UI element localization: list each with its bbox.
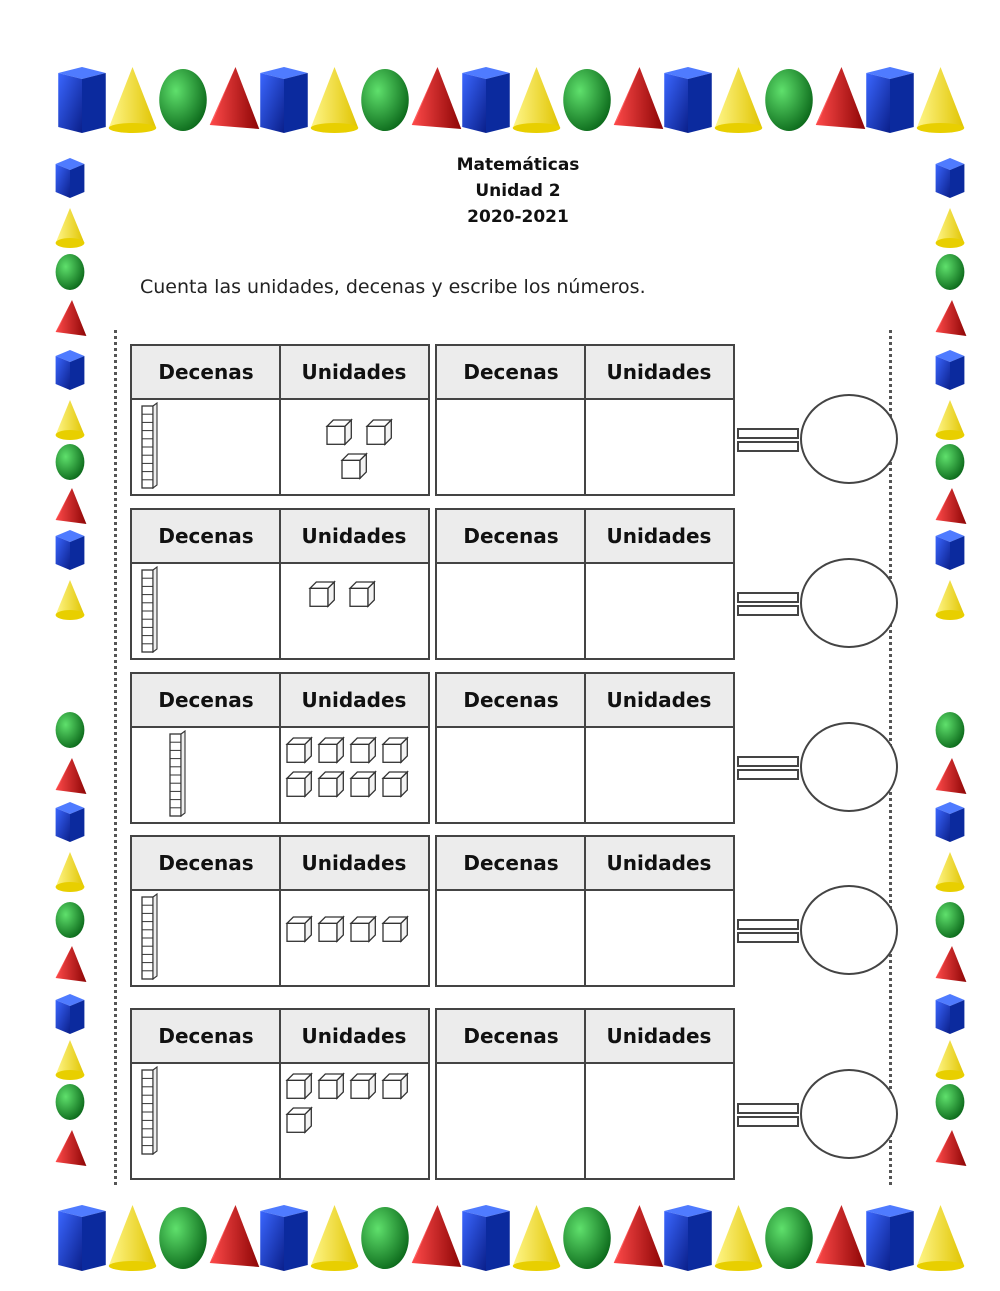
answer-place-value-table [435, 835, 735, 987]
tens-answer-field[interactable] [437, 400, 584, 494]
number-answer-circle[interactable] [800, 885, 898, 975]
green-sphere-icon [159, 69, 207, 131]
equals-sign [737, 428, 801, 454]
blue-prism-icon [56, 158, 85, 198]
units-header: Unidades [280, 1010, 428, 1064]
given-place-value-table [130, 835, 430, 987]
tens-rod-icon [170, 731, 185, 816]
units-header: Unidades [280, 674, 428, 728]
units-header: Unidades [280, 510, 428, 564]
blue-prism-icon [936, 158, 965, 198]
unit-cube-icon [351, 772, 375, 796]
unit-cube-icon [350, 582, 374, 606]
green-sphere-icon [563, 1207, 611, 1269]
green-sphere-icon [765, 1207, 813, 1269]
blue-prism-icon [260, 1205, 308, 1271]
tens-rod-icon [142, 567, 157, 652]
units-answer-field[interactable] [586, 564, 733, 658]
yellow-cone-icon [109, 67, 157, 133]
yellow-cone-icon [917, 67, 965, 133]
unit-cube-icon [351, 917, 375, 941]
answer-place-value-table [435, 1008, 735, 1180]
red-pyramid-icon [210, 1205, 260, 1267]
tens-header: Decenas [437, 674, 585, 728]
unit-cube-icon [351, 1074, 375, 1098]
equals-sign [737, 919, 801, 945]
unit-cube-icon [383, 738, 407, 762]
blue-prism-icon [260, 67, 308, 133]
units-answer-field[interactable] [586, 1064, 733, 1178]
blue-prism-icon [866, 67, 914, 133]
base-ten-blocks [132, 891, 428, 985]
green-sphere-icon [765, 69, 813, 131]
units-answer-field[interactable] [586, 400, 733, 494]
instruction-text: Cuenta las unidades, decenas y escribe los números. [140, 276, 646, 298]
number-answer-circle[interactable] [800, 394, 898, 484]
exercise-row [0, 508, 1000, 660]
green-sphere-icon [563, 69, 611, 131]
unit-cube-icon [287, 738, 311, 762]
green-sphere-icon [936, 254, 965, 290]
equals-sign [737, 1103, 801, 1129]
given-place-value-table [130, 1008, 430, 1180]
unit-title: Unidad 2 [475, 181, 561, 201]
yellow-cone-icon [513, 67, 561, 133]
unit-cube-icon [383, 917, 407, 941]
blue-prism-icon [58, 1205, 106, 1271]
units-header: Unidades [585, 674, 733, 728]
yellow-cone-icon [513, 1205, 561, 1271]
yellow-cone-icon [109, 1205, 157, 1271]
tens-header: Decenas [437, 510, 585, 564]
tens-header: Decenas [132, 837, 280, 891]
tens-header: Decenas [437, 837, 585, 891]
green-sphere-icon [56, 254, 85, 290]
blue-prism-icon [664, 1205, 712, 1271]
tens-answer-field[interactable] [437, 1064, 584, 1178]
green-sphere-icon [361, 1207, 409, 1269]
tens-header: Decenas [132, 346, 280, 400]
units-header: Unidades [585, 1010, 733, 1064]
answer-place-value-table [435, 508, 735, 660]
yellow-cone-icon [56, 208, 85, 248]
yellow-cone-icon [311, 67, 359, 133]
red-pyramid-icon [816, 67, 866, 129]
red-pyramid-icon [614, 1205, 664, 1267]
unit-cube-icon [319, 738, 343, 762]
tens-answer-field[interactable] [437, 728, 584, 822]
units-header: Unidades [585, 346, 733, 400]
base-ten-blocks [132, 728, 428, 822]
unit-cube-icon [342, 454, 366, 478]
blue-prism-icon [58, 67, 106, 133]
unit-cube-icon [367, 420, 391, 444]
blue-prism-icon [866, 1205, 914, 1271]
units-header: Unidades [280, 837, 428, 891]
unit-cube-icon [319, 917, 343, 941]
red-pyramid-icon [816, 1205, 866, 1267]
tens-header: Decenas [132, 510, 280, 564]
red-pyramid-icon [412, 1205, 462, 1267]
units-answer-field[interactable] [586, 891, 733, 985]
blue-prism-icon [462, 67, 510, 133]
base-ten-blocks [132, 1064, 428, 1178]
given-place-value-table [130, 508, 430, 660]
base-ten-blocks [132, 400, 428, 494]
given-place-value-table [130, 672, 430, 824]
exercise-row [0, 835, 1000, 987]
red-pyramid-icon [614, 67, 664, 129]
yellow-cone-icon [715, 1205, 763, 1271]
equals-sign [737, 592, 801, 618]
number-answer-circle[interactable] [800, 722, 898, 812]
unit-cube-icon [319, 772, 343, 796]
unit-cube-icon [287, 772, 311, 796]
unit-cube-icon [327, 420, 351, 444]
base-ten-blocks [132, 564, 428, 658]
exercise-row [0, 672, 1000, 824]
school-year: 2020-2021 [467, 207, 569, 227]
number-answer-circle[interactable] [800, 1069, 898, 1159]
units-header: Unidades [280, 346, 428, 400]
given-place-value-table [130, 344, 430, 496]
tens-header: Decenas [132, 1010, 280, 1064]
exercise-row [0, 344, 1000, 496]
worksheet-header [300, 152, 736, 230]
yellow-cone-icon [917, 1205, 965, 1271]
tens-header: Decenas [132, 674, 280, 728]
unit-cube-icon [310, 582, 334, 606]
blue-prism-icon [462, 1205, 510, 1271]
tens-header: Decenas [437, 346, 585, 400]
unit-cube-icon [287, 1108, 311, 1132]
red-pyramid-icon [56, 300, 87, 336]
tens-header: Decenas [437, 1010, 585, 1064]
tens-rod-icon [142, 894, 157, 979]
red-pyramid-icon [412, 67, 462, 129]
answer-place-value-table [435, 672, 735, 824]
units-header: Unidades [585, 837, 733, 891]
units-answer-field[interactable] [586, 728, 733, 822]
units-header: Unidades [585, 510, 733, 564]
blue-prism-icon [664, 67, 712, 133]
unit-cube-icon [383, 1074, 407, 1098]
yellow-cone-icon [715, 67, 763, 133]
green-sphere-icon [159, 1207, 207, 1269]
exercise-row [0, 1008, 1000, 1180]
unit-cube-icon [287, 1074, 311, 1098]
green-sphere-icon [361, 69, 409, 131]
equals-sign [737, 756, 801, 782]
yellow-cone-icon [311, 1205, 359, 1271]
red-pyramid-icon [210, 67, 260, 129]
unit-cube-icon [319, 1074, 343, 1098]
number-answer-circle[interactable] [800, 558, 898, 648]
tens-answer-field[interactable] [437, 564, 584, 658]
yellow-cone-icon [936, 208, 965, 248]
answer-place-value-table [435, 344, 735, 496]
unit-cube-icon [287, 917, 311, 941]
unit-cube-icon [351, 738, 375, 762]
tens-rod-icon [142, 1067, 157, 1154]
subject-title: Matemáticas [456, 155, 580, 175]
tens-rod-icon [142, 403, 157, 488]
unit-cube-icon [383, 772, 407, 796]
red-pyramid-icon [936, 300, 967, 336]
tens-answer-field[interactable] [437, 891, 584, 985]
